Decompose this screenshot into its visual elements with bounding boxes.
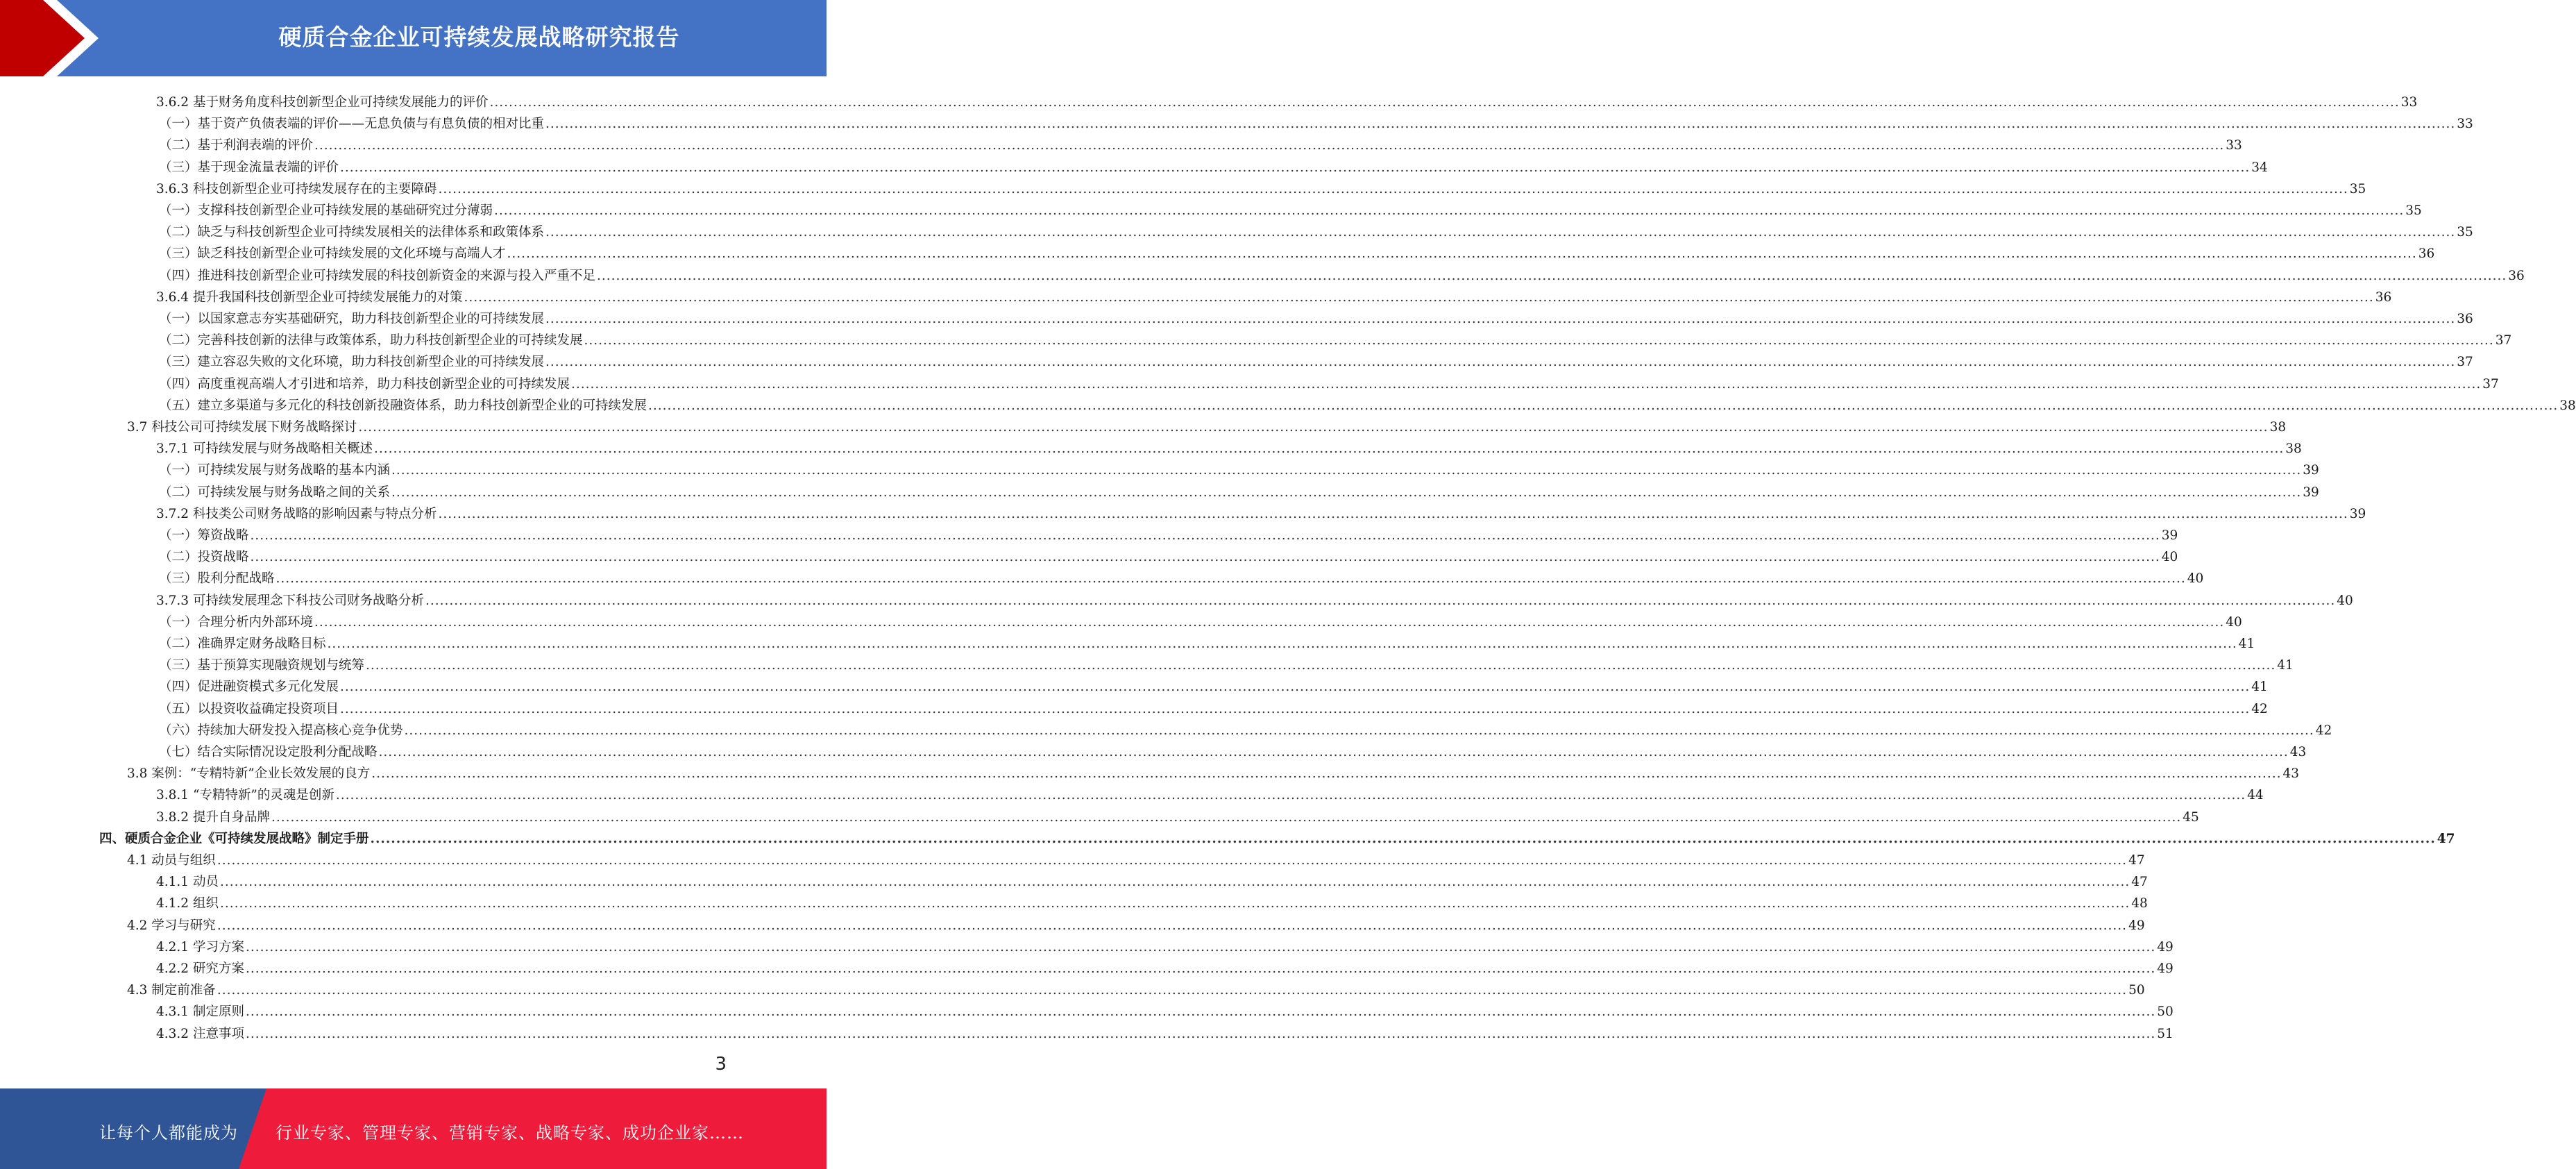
toc-entry-page: 33 [2400,95,2418,110]
toc-entry[interactable] [159,110,2473,132]
toc-entry[interactable] [159,696,2268,717]
toc-entry-title: 4.2.2 研究方案 [156,961,244,976]
toc-entry[interactable] [159,371,2499,392]
toc-entry-page: 40 [2187,571,2204,587]
toc-entry[interactable] [127,912,2145,934]
toc-entry-page: 38 [2269,420,2287,435]
toc-dot-leader: ................................................................................................................................................................................................................................................................................................................................................................................................................ [584,333,2494,348]
toc-entry-title: 四、硬质合金企业《可持续发展战略》制定手册 [99,831,369,846]
toc-dot-leader: ................................................................................................................................................................................................................................................................................................................................................................................................................ [217,983,2128,998]
toc-entry-title: （四）高度重视高端人才引进和培养，助力科技创新型企业的可持续发展 [159,376,570,392]
toc-dot-leader: ................................................................................................................................................................................................................................................................................................................................................................................................................ [219,875,2130,890]
toc-entry-title: 3.7 科技公司可持续发展下财务战略探讨 [127,420,357,435]
toc-dot-leader: ................................................................................................................................................................................................................................................................................................................................................................................................................ [217,853,2128,868]
toc-entry-page: 36 [2457,312,2473,326]
toc-entry-title: （二）缺乏与科技创新型企业可持续发展相关的法律体系和政策体系 [159,225,545,240]
toc-entry-title: （一）以国家意志夯实基础研究，助力科技创新型企业的可持续发展 [159,312,545,326]
toc-dot-leader: ................................................................................................................................................................................................................................................................................................................................................................................................................ [489,95,2400,110]
toc-entry-page: 37 [2482,376,2499,392]
toc-entry-page: 47 [2128,853,2145,868]
toc-entry[interactable] [156,998,2174,1020]
toc-entry-title: 4.3.2 注意事项 [156,1026,244,1041]
toc-entry-page: 36 [2375,289,2392,305]
toc-dot-leader: ................................................................................................................................................................................................................................................................................................................................................................................................................ [271,809,2182,825]
toc-entry-page: 51 [2157,1026,2174,1041]
toc-entry[interactable] [159,717,2332,739]
toc-entry[interactable] [159,565,2204,587]
toc-entry[interactable] [127,414,2287,435]
toc-entry-page: 38 [2559,398,2576,413]
toc-dot-leader: ................................................................................................................................................................................................................................................................................................................................................................................................................ [464,289,2374,305]
toc-dot-leader: ................................................................................................................................................................................................................................................................................................................................................................................................................ [373,441,2285,457]
toc-entry-title: （二）投资战略 [159,550,249,565]
toc-entry[interactable] [156,868,2148,890]
toc-entry-title: （一）可持续发展与财务战略的基本内涵 [159,463,391,478]
toc-entry[interactable] [159,739,2307,760]
toc-dot-leader: ................................................................................................................................................................................................................................................................................................................................................................................................................ [571,376,2482,392]
toc-entry-page: 49 [2157,961,2174,976]
toc-entry[interactable] [156,804,2199,825]
toc-entry-title: （一）支撑科技创新型企业可持续发展的基础研究过分薄弱 [159,203,493,218]
toc-entry-page: 39 [2303,485,2319,500]
toc-dot-leader: ................................................................................................................................................................................................................................................................................................................................................................................................................ [545,117,2456,132]
toc-entry[interactable] [156,89,2418,110]
toc-entry-page: 37 [2495,333,2512,348]
toc-dot-leader: ................................................................................................................................................................................................................................................................................................................................................................................................................ [327,637,2237,651]
toc-dot-leader: ................................................................................................................................................................................................................................................................................................................................................................................................................ [276,571,2186,587]
toc-entry-title: （五）建立多渠道与多元化的科技创新投融资体系，助力科技创新型企业的可持续发展 [159,398,647,413]
toc-entry-title: （一）基于资产负债表端的评价——无息负债与有息负债的相对比重 [159,117,545,132]
toc-entry-page: 43 [2289,745,2307,759]
toc-entry-page: 44 [2247,788,2264,803]
toc-dot-leader: ................................................................................................................................................................................................................................................................................................................................................................................................................ [648,398,2559,413]
toc-entry-page: 42 [2251,701,2268,716]
toc-entry-title: 3.7.2 科技类公司财务战略的影响因素与特点分析 [156,506,437,521]
toc-entry-title: 3.6.3 科技创新型企业可持续发展存在的主要障碍 [156,181,437,196]
toc-entry-page: 40 [2161,550,2178,565]
toc-dot-leader: ................................................................................................................................................................................................................................................................................................................................................................................................................ [371,766,2282,782]
toc-entry-title: 4.1.2 组织 [156,896,219,911]
toc-entry[interactable] [156,890,2148,911]
toc-entry-title: 4.2 学习与研究 [127,918,216,933]
toc-dot-leader: ................................................................................................................................................................................................................................................................................................................................................................................................................ [245,1026,2156,1041]
toc-entry-title: 3.8.1 “专精特新”的灵魂是创新 [156,788,334,803]
toc-entry-page: 33 [2457,117,2473,132]
toc-dot-leader: ................................................................................................................................................................................................................................................................................................................................................................................................................ [391,485,2302,500]
toc-entry[interactable] [156,284,2392,305]
toc-entry-page: 37 [2457,355,2473,370]
toc-entry-title: 3.7.1 可持续发展与财务战略相关概述 [156,441,373,457]
toc-entry-page: 40 [2337,593,2353,608]
toc-entry-title: 3.8 案例：“专精特新”企业长效发展的良方 [127,766,371,782]
toc-entry-title: 3.7.3 可持续发展理念下科技公司财务战略分析 [156,593,424,608]
toc-entry[interactable] [127,760,2300,782]
toc-dot-leader: ................................................................................................................................................................................................................................................................................................................................................................................................................ [314,614,2225,630]
toc-entry-title: 3.8.2 提升自身品牌 [156,809,270,825]
toc-entry-title: （四）促进融资模式多元化发展 [159,680,339,695]
toc-entry-title: （二）可持续发展与财务战略之间的关系 [159,485,391,500]
toc-entry[interactable] [156,1020,2174,1042]
toc-entry-page: 49 [2157,939,2174,954]
toc-entry-title: 4.2.1 学习方案 [156,939,244,954]
toc-dot-leader: ................................................................................................................................................................................................................................................................................................................................................................................................................ [340,701,2251,716]
toc-entry-title: （二）完善科技创新的法律与政策体系，助力科技创新型企业的可持续发展 [159,333,583,348]
toc-entry[interactable] [159,262,2525,284]
toc-dot-leader: ................................................................................................................................................................................................................................................................................................................................................................................................................ [438,506,2348,521]
toc-entry-page: 41 [2238,637,2255,651]
toc-entry-page: 42 [2315,723,2332,738]
toc-entry[interactable] [99,825,2455,847]
toc-entry[interactable] [159,154,2268,176]
toc-dot-leader: ................................................................................................................................................................................................................................................................................................................................................................................................................ [545,312,2456,326]
toc-entry-title: （一）合理分析内外部环境 [159,614,314,630]
toc-dot-leader: ................................................................................................................................................................................................................................................................................................................................................................................................................ [217,918,2128,933]
toc-entry[interactable] [156,782,2264,803]
toc-entry[interactable] [159,522,2178,544]
toc-entry-page: 41 [2251,680,2268,695]
toc-entry[interactable] [159,219,2473,240]
toc-dot-leader: ................................................................................................................................................................................................................................................................................................................................................................................................................ [219,896,2130,911]
toc-entry-title: （六）持续加大研发投入提高核心竞争优势 [159,723,403,738]
toc-dot-leader: ................................................................................................................................................................................................................................................................................................................................................................................................................ [597,268,2507,283]
toc-dot-leader: ................................................................................................................................................................................................................................................................................................................................................................................................................ [250,528,2160,543]
toc-entry-page: 47 [2131,875,2148,890]
toc-entry-title: （三）基于预算实现融资规划与统筹 [159,658,365,673]
toc-entry-title: （三）股利分配战略 [159,571,275,587]
toc-dot-leader: ................................................................................................................................................................................................................................................................................................................................................................................................................ [438,181,2348,196]
toc-entry-page: 34 [2251,160,2268,175]
toc-dot-leader: ................................................................................................................................................................................................................................................................................................................................................................................................................ [245,939,2156,954]
page-footer [0,1088,827,1169]
footer-slogan-left: 让每个人都能成为 [99,1123,238,1143]
toc-entry[interactable] [159,348,2473,370]
toc-entry-title: （二）基于利润表端的评价 [159,138,314,153]
toc-entry-title: （七）结合实际情况设定股利分配战略 [159,745,378,759]
toc-entry-title: （三）基于现金流量表端的评价 [159,160,339,175]
toc-entry-title: 4.1.1 动员 [156,875,219,890]
toc-entry-page: 33 [2226,138,2242,153]
toc-entry-page: 47 [2437,831,2455,846]
toc-entry[interactable] [159,652,2294,673]
toc-dot-leader: ................................................................................................................................................................................................................................................................................................................................................................................................................ [545,225,2456,240]
toc-entry[interactable] [159,630,2255,652]
toc-entry-title: 3.6.2 基于财务角度科技创新型企业可持续发展能力的评价 [156,95,489,110]
toc-entry-page: 41 [2277,658,2294,673]
toc-entry[interactable] [159,327,2512,348]
toc-entry-title: 4.1 动员与组织 [127,853,216,868]
toc-entry-page: 49 [2128,918,2145,933]
toc-entry-page: 35 [2349,181,2366,196]
toc-entry[interactable] [159,457,2319,478]
toc-entry[interactable] [159,392,2576,414]
page-number: 3 [715,1054,727,1075]
toc-entry-title: （三）缺乏科技创新型企业可持续发展的文化环境与高端人才 [159,246,506,262]
toc-dot-leader: ................................................................................................................................................................................................................................................................................................................................................................................................................ [404,723,2314,738]
toc-entry[interactable] [127,847,2145,868]
toc-entry[interactable] [159,132,2242,153]
toc-entry[interactable] [156,435,2302,457]
toc-dot-leader: ................................................................................................................................................................................................................................................................................................................................................................................................................ [507,246,2417,262]
toc-entry-title: （三）建立容忍失败的文化环境，助力科技创新型企业的可持续发展 [159,355,545,370]
toc-entry-title: （四）推进科技创新型企业可持续发展的科技创新资金的来源与投入严重不足 [159,268,596,283]
toc-entry-page: 36 [2418,246,2435,262]
toc-entry[interactable] [159,305,2473,327]
toc-entry[interactable] [156,501,2366,522]
toc-dot-leader: ................................................................................................................................................................................................................................................................................................................................................................................................................ [391,463,2302,478]
toc-entry[interactable] [159,240,2435,262]
footer-slogan-right: 行业专家、管理专家、营销专家、战略专家、成功企业家…… [276,1123,744,1143]
toc-entry-page: 48 [2131,896,2148,911]
toc-dot-leader: ................................................................................................................................................................................................................................................................................................................................................................................................................ [335,788,2246,803]
toc-dot-leader: ................................................................................................................................................................................................................................................................................................................................................................................................................ [425,593,2336,608]
toc-entry[interactable] [156,955,2174,977]
toc-entry-page: 39 [2161,528,2178,543]
toc-entry-page: 39 [2303,463,2319,478]
toc-dot-leader: ................................................................................................................................................................................................................................................................................................................................................................................................................ [358,420,2269,435]
report-title: 硬质合金企业可持续发展战略研究报告 [278,24,680,51]
toc-dot-leader: ................................................................................................................................................................................................................................................................................................................................................................................................................ [245,961,2156,976]
toc-entry[interactable] [159,609,2242,630]
toc-entry-title: （一）筹资战略 [159,528,249,543]
toc-dot-leader: ................................................................................................................................................................................................................................................................................................................................................................................................................ [245,1004,2156,1020]
toc-entry[interactable] [159,479,2319,501]
chevron-arrow-icon [0,0,111,76]
toc-entry[interactable] [127,977,2145,998]
toc-entry[interactable] [156,587,2353,609]
toc-entry-page: 43 [2282,766,2300,782]
page-header [0,0,827,76]
toc-entry-page: 35 [2457,225,2473,240]
toc-entry[interactable] [159,544,2178,565]
toc-entry[interactable] [156,176,2366,197]
toc-dot-leader: ................................................................................................................................................................................................................................................................................................................................................................................................................ [378,745,2289,759]
toc-entry-page: 50 [2157,1004,2174,1020]
toc-dot-leader: ................................................................................................................................................................................................................................................................................................................................................................................................................ [340,680,2251,695]
toc-entry-title: 3.6.4 提升我国科技创新型企业可持续发展能力的对策 [156,289,463,305]
toc-entry-page: 35 [2405,203,2422,218]
toc-entry-title: 4.3.1 制定原则 [156,1004,244,1020]
toc-entry-page: 38 [2285,441,2302,457]
toc-entry-title: 4.3 制定前准备 [127,983,216,998]
toc-entry-page: 39 [2349,506,2366,521]
toc-dot-leader: ................................................................................................................................................................................................................................................................................................................................................................................................................ [545,355,2456,370]
toc-entry[interactable] [159,673,2268,695]
toc-entry-page: 36 [2508,268,2525,283]
toc-dot-leader: ................................................................................................................................................................................................................................................................................................................................................................................................................ [366,658,2276,673]
toc-entry[interactable] [156,934,2174,955]
toc-entry-title: （五）以投资收益确定投资项目 [159,701,339,716]
toc-entry-page: 50 [2128,983,2145,998]
toc-dot-leader: ................................................................................................................................................................................................................................................................................................................................................................................................................ [340,160,2251,175]
toc-entry-title: （二）准确界定财务战略目标 [159,637,326,651]
toc-entry-page: 45 [2183,809,2199,825]
toc-dot-leader: ................................................................................................................................................................................................................................................................................................................................................................................................................ [250,550,2160,565]
toc-entry-page: 40 [2226,614,2242,630]
toc-entry[interactable] [159,197,2422,219]
toc-dot-leader: ................................................................................................................................................................................................................................................................................................................................................................................................................ [494,203,2405,218]
toc-dot-leader: ................................................................................................................................................................................................................................................................................................................................................................................................................ [370,831,2436,846]
toc-dot-leader: ................................................................................................................................................................................................................................................................................................................................................................................................................ [314,138,2225,153]
